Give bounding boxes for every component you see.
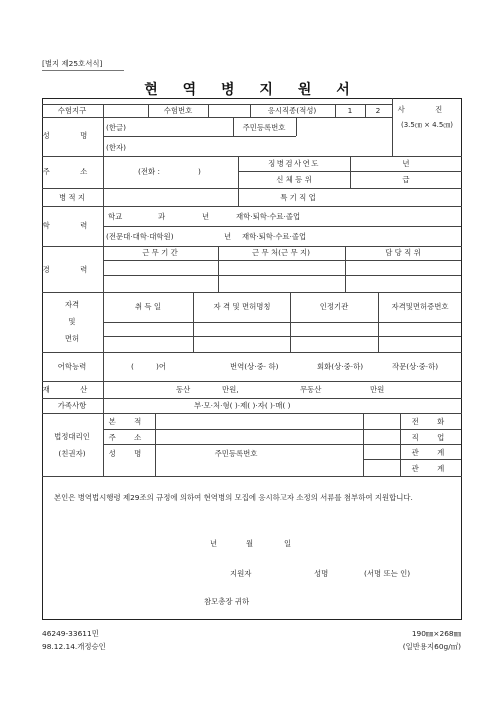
grade-label: 신 체 등 위: [276, 175, 312, 184]
line-family: [42, 413, 462, 414]
row1-div-3: [250, 104, 251, 117]
education-year: 년: [202, 212, 210, 221]
line-name-inner: [103, 136, 296, 137]
row1-div-2: [208, 104, 209, 117]
address-phone: (전화 :: [138, 167, 161, 176]
license-agency-header: 인정기관: [319, 302, 349, 311]
footer-size: 190㎜×268㎜: [411, 629, 461, 638]
license-number-header: 자격및면허증번호: [391, 302, 449, 311]
job-label: 응시직종(적성): [267, 106, 317, 115]
name-div-1: [233, 117, 234, 136]
name-div-2: [296, 117, 297, 136]
guardian-label-2: (친권자): [58, 449, 86, 458]
border-top: [42, 98, 462, 99]
line-license: [42, 352, 462, 353]
license-label-1: 자격: [64, 300, 80, 309]
form-label-underline: [42, 70, 124, 71]
skill-label: 특 기 직 업: [280, 193, 316, 202]
choice-1: 1: [347, 106, 353, 115]
line-row1: [42, 117, 392, 118]
career-position-header: 담 당 직 위: [385, 248, 421, 257]
exam-year-unit: 년: [402, 159, 410, 168]
guardian-div-1: [155, 413, 156, 476]
license-div-3: [378, 292, 379, 352]
exam-year-label: 징병검사연도: [268, 159, 320, 168]
education-college-year: 년: [224, 232, 232, 241]
education-dept: 과: [158, 212, 166, 221]
line-guardian-3: [363, 459, 461, 460]
assets-label: 재 산: [42, 385, 102, 394]
language-open: (: [131, 362, 134, 371]
applicant-label: 지원자: [230, 569, 252, 578]
row1-div-1: [148, 104, 149, 117]
line-guardian-2: [103, 444, 461, 445]
career-period-header: 근 무 기 간: [142, 248, 178, 257]
guardian-label: 법정대리인: [54, 432, 90, 441]
language-writing: 작문(상·중·하): [392, 362, 439, 371]
border-bottom: [42, 619, 462, 620]
name-hanja: (한자): [106, 143, 127, 152]
applicant-name-label: 성명: [314, 569, 329, 578]
line-education-inner: [103, 226, 461, 227]
family-text: 부·모·처·형( )·제( )·자( )·매( ): [194, 401, 291, 410]
footer-paper: (일반용지60g/㎡): [402, 642, 461, 651]
address-phone-close: ): [198, 167, 201, 176]
photo-label: 사 진: [397, 105, 457, 114]
military-label: 병 적 지: [58, 193, 86, 202]
line-guardian: [42, 476, 462, 477]
language-label: 어학능력: [57, 362, 87, 371]
line-name: [42, 156, 462, 157]
name-korean: (한글): [106, 123, 127, 132]
assets-immovable: 무동산: [300, 385, 322, 394]
name-label: 성 명: [42, 131, 102, 140]
footer-code: 46249-33611민: [42, 629, 99, 638]
row1-div-4: [335, 104, 336, 117]
address-div-1: [238, 156, 239, 206]
license-div-1: [193, 292, 194, 352]
row1-div-5: [365, 104, 366, 117]
guardian-relation-1: 관 계: [411, 448, 453, 457]
line-address: [42, 188, 462, 189]
line-license-2: [103, 336, 461, 337]
address-div-2: [350, 156, 351, 188]
page-title: 현 역 병 지 원 서: [144, 82, 360, 98]
photo-size: (3.5㎝ × 4.5㎝): [400, 121, 454, 129]
guardian-address: 주 소: [108, 433, 150, 442]
license-name-header: 자 격 및 면허명칭: [213, 302, 271, 311]
choice-2: 2: [375, 106, 381, 115]
line-career-2: [103, 275, 461, 276]
career-div-2: [345, 246, 346, 292]
grade-unit: 급: [402, 175, 410, 184]
line-license-1: [103, 322, 461, 323]
license-label-3: 면허: [64, 334, 80, 343]
education-status: 재학·퇴학·수료·졸업: [236, 212, 301, 221]
language-translation: 번역(상·중· 하): [230, 362, 279, 371]
declaration-day: 일: [284, 539, 292, 548]
district-label: 수험지구: [57, 106, 87, 115]
line-military: [42, 206, 462, 207]
assets-unit-2: 만원: [370, 385, 385, 394]
border-left: [42, 98, 43, 619]
line-career: [42, 292, 462, 293]
declaration-year: 년: [210, 539, 218, 548]
assets-unit-1: 만원,: [222, 385, 239, 394]
label-column-divider: [103, 104, 104, 476]
line-assets: [42, 398, 462, 399]
guardian-phone: 전 화: [411, 417, 453, 426]
education-college-status: 재학·퇴학·수료·졸업: [242, 232, 307, 241]
line-title-bottom: [42, 104, 392, 105]
photo-divider: [392, 98, 393, 156]
assets-movable: 동산: [176, 385, 191, 394]
education-label: 학 력: [42, 221, 102, 230]
guardian-rrn: 주민등록번호: [214, 449, 258, 458]
family-label: 가족사항: [57, 401, 87, 410]
line-education: [42, 246, 462, 247]
license-div-2: [290, 292, 291, 352]
guardian-job: 직 업: [411, 433, 453, 442]
footer-date: 98.12.14.개정승인: [42, 642, 106, 651]
applicant-sign-note: (서명 또는 인): [364, 569, 411, 578]
line-language: [42, 381, 462, 382]
border-right: [461, 98, 462, 619]
career-label: 경 력: [42, 265, 102, 274]
license-date-header: 취 득 일: [134, 302, 162, 311]
career-place-header: 근 무 처(근 무 지): [251, 248, 311, 257]
guardian-name: 성 명: [108, 449, 150, 458]
education-college: (전문대·대학·대학원): [106, 232, 174, 241]
declaration-month: 월: [246, 539, 254, 548]
language-close: )어: [156, 362, 167, 371]
education-school: 학교: [108, 212, 123, 221]
guardian-div-3: [400, 413, 401, 476]
guardian-div-2: [363, 413, 364, 476]
guardian-domicile: 본 적: [108, 417, 150, 426]
career-div-1: [218, 246, 219, 292]
declaration-text: 본인은 병역법시행령 제29조의 규정에 의하여 현역병의 모집에 응시하고자 소정의 서류를 첨부하여 지원합니다.: [54, 493, 413, 502]
recipient: 참모총장 귀하: [204, 597, 250, 606]
exam-number-label: 수험번호: [163, 106, 193, 115]
license-label-2: 및: [68, 317, 76, 326]
rrn-label: 주민등록번호: [242, 123, 286, 132]
address-label: 주 소: [42, 167, 102, 176]
form-label: [별지 제25호서식]: [42, 59, 103, 68]
line-career-1: [103, 260, 461, 261]
guardian-relation-2: 관 계: [411, 464, 453, 473]
line-guardian-1: [103, 429, 461, 430]
language-conversation: 회화(상·중·하): [317, 362, 364, 371]
